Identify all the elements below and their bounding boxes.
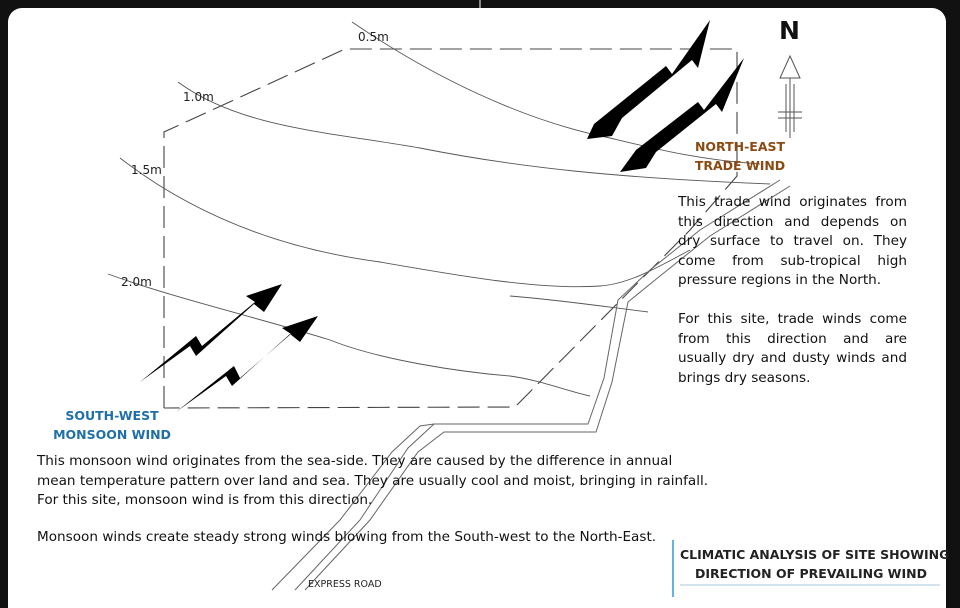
contour-label-1-5m: 1.5m [131,163,162,177]
drawing-caption [680,545,950,583]
site-boundary [164,49,737,408]
northeast-paragraph-2: For this site, trade winds come from this direction and are usually dry and dusty winds and brings dry seasons. [678,311,907,386]
southwest-paragraph-1 [37,452,708,511]
caption-line2: DIRECTION OF PREVAILING WIND [695,566,927,581]
southwest-title-line1: SOUTH-WEST [65,408,159,423]
northeast-title-line1: NORTH-EAST [694,139,786,154]
contour-line-2-0m [108,274,590,396]
southwest-paragraph-1-line1: This monsoon wind originates from the sea-side. They are caused by the difference in annual [37,453,673,469]
contour-label-0-5m: 0.5m [358,30,389,44]
contour-line-1-5m [120,158,690,287]
contour-label-1-0m: 1.0m [183,90,214,104]
southwest-paragraph-1-line2: mean temperature pattern over land and sea. They are usually cool and moist, bringing in rainfall. [37,472,709,489]
southwest-title-line2: MONSOON WIND [53,427,171,442]
southwest-wind-arrows [140,284,318,412]
northeast-title-line2: TRADE WIND [694,158,786,173]
north-label: N [779,16,800,45]
northeast-wind-title [694,137,786,175]
north-arrow-icon [778,56,802,138]
southwest-wind-title [50,406,174,444]
sw-arrow-2 [176,316,318,412]
express-road-label: EXPRESS ROAD [308,579,382,590]
southwest-paragraph-2: Monsoon winds create steady strong winds blowing from the South-west to the North-East. [37,529,657,545]
caption-line1: CLIMATIC ANALYSIS OF SITE SHOWING [680,547,950,562]
northeast-paragraph-1: This trade wind originates from this direction and depends on dry surface to travel on. They come from sub-tropical high pressure regions in the North. [678,194,907,288]
sw-arrow-1 [140,284,282,382]
southwest-paragraph-1-line3: For this site, monsoon wind is from this direction. [37,492,373,508]
contour-label-2-0m: 2.0m [121,275,152,289]
contour-line-1-0m [178,82,770,184]
